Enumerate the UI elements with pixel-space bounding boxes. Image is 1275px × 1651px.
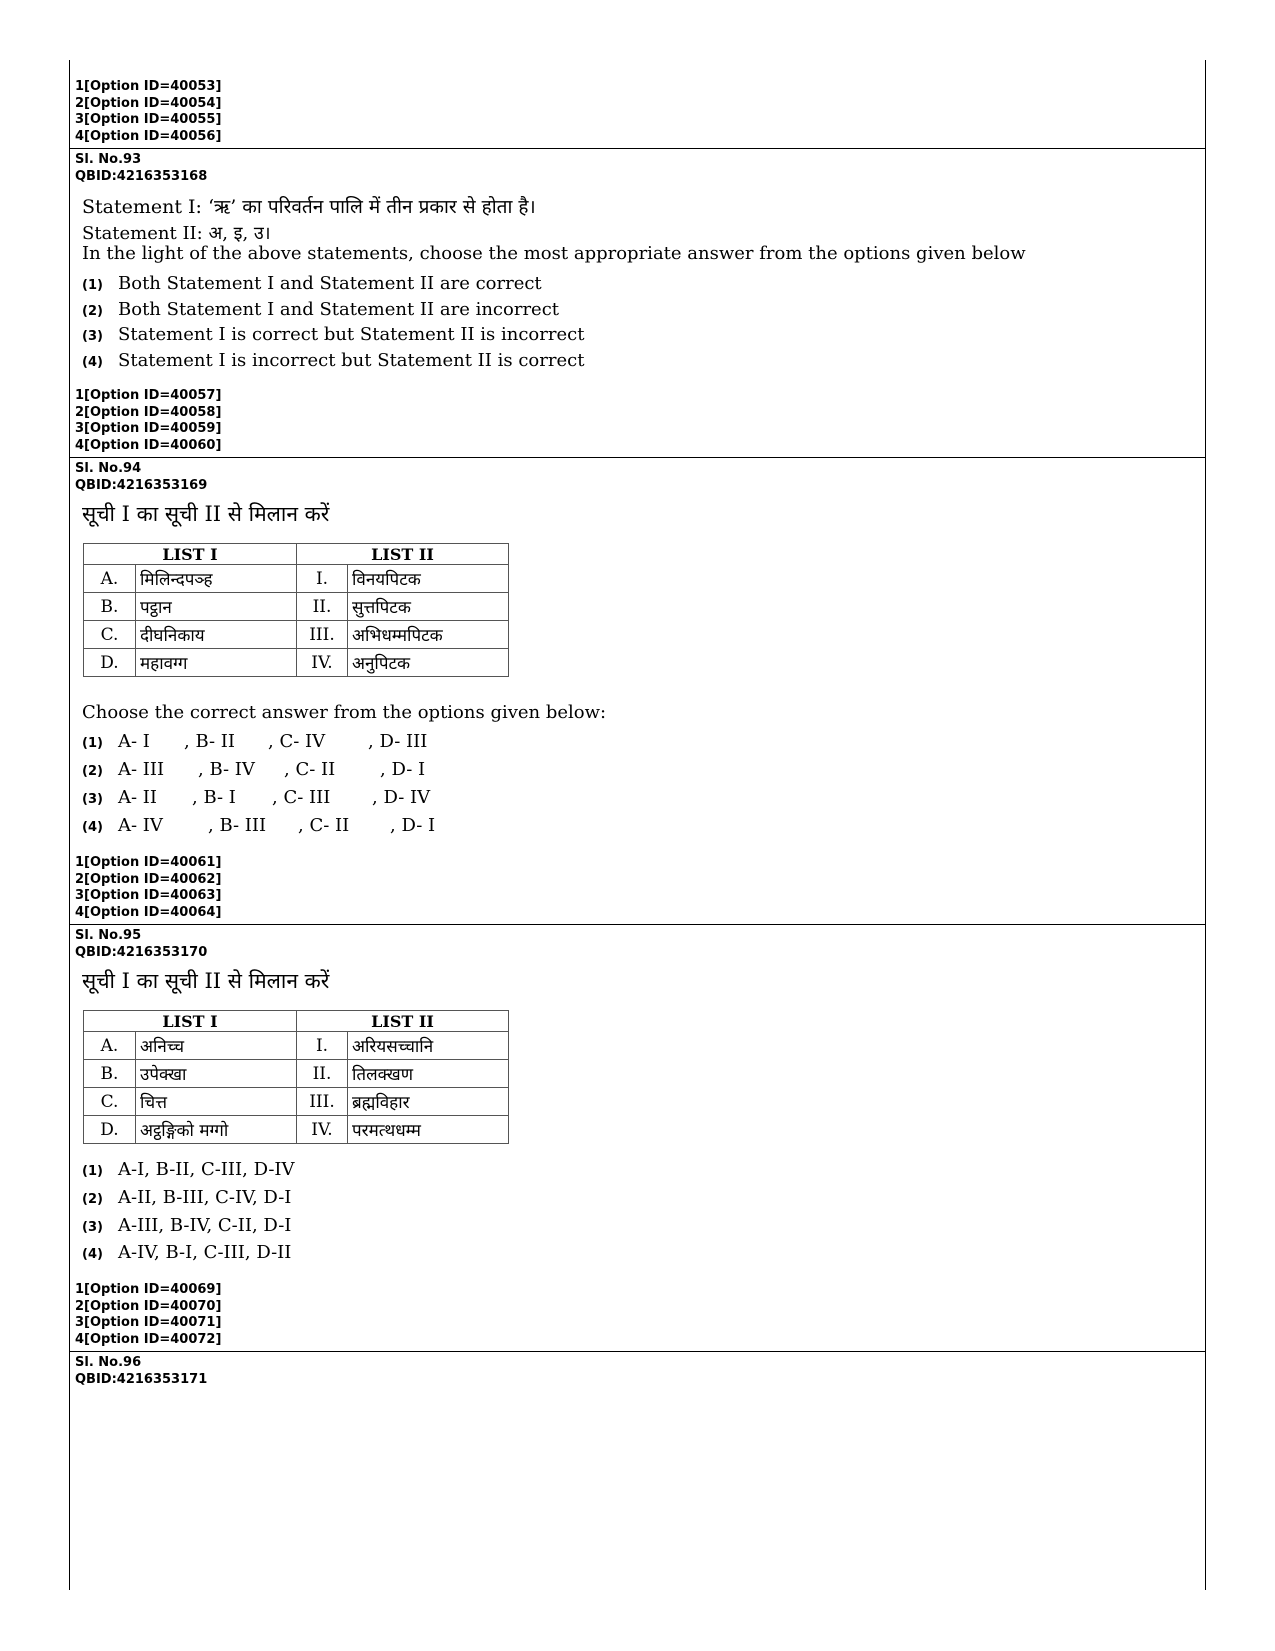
option-number: (4) bbox=[82, 820, 103, 835]
table-row bbox=[84, 1116, 509, 1144]
option-number: (2) bbox=[82, 1192, 103, 1207]
instruction: Choose the correct answer from the options given below: bbox=[82, 702, 607, 723]
option-text: Both Statement I and Statement II are incorrect bbox=[118, 299, 560, 320]
answer-option bbox=[82, 324, 584, 345]
option-text: A-IV, B-I, C-III, D-II bbox=[118, 1242, 292, 1263]
match-table bbox=[83, 1010, 509, 1144]
list1-key: A. bbox=[84, 1032, 136, 1060]
option-id-list bbox=[70, 79, 1210, 145]
list2-value: सुत्तपिटक bbox=[348, 593, 509, 621]
option-id-list bbox=[70, 855, 1210, 921]
instruction: In the light of the above statements, choose the most appropriate answer from the options given below bbox=[82, 243, 1026, 264]
option-text: A-I, B-II, C-III, D-IV bbox=[118, 1159, 295, 1180]
answer-option bbox=[82, 815, 435, 836]
option-number: (1) bbox=[82, 278, 103, 293]
answer-option bbox=[82, 299, 559, 320]
option-part: , B- I bbox=[192, 787, 236, 808]
question-header bbox=[70, 928, 1210, 961]
list1-value: अट्ठङ्गिको मग्गो bbox=[136, 1116, 297, 1144]
serial-number: Sl. No.94 bbox=[75, 461, 142, 476]
option-part: A- IV bbox=[118, 815, 163, 836]
page-frame bbox=[69, 60, 1206, 1590]
answer-option bbox=[82, 759, 425, 780]
option-part: , B- II bbox=[184, 731, 236, 752]
serial-number: Sl. No.95 bbox=[75, 928, 142, 943]
table-row bbox=[84, 1032, 509, 1060]
option-number: (4) bbox=[82, 1247, 103, 1262]
option-id: 3[Option ID=40059] bbox=[75, 421, 222, 436]
option-number: (1) bbox=[82, 736, 103, 751]
option-text: A-II, B-III, C-IV, D-I bbox=[118, 1187, 292, 1208]
qbid: QBID:4216353171 bbox=[75, 1371, 208, 1387]
option-id: 2[Option ID=40054] bbox=[75, 95, 222, 111]
question-header bbox=[70, 1355, 1210, 1388]
option-id-list bbox=[70, 1282, 1210, 1348]
option-part: A- I bbox=[118, 731, 150, 752]
option-id: 4[Option ID=40072] bbox=[75, 1331, 222, 1347]
option-number: (4) bbox=[82, 355, 103, 370]
list1-key: B. bbox=[84, 1060, 136, 1088]
list2-value: परमत्थधम्म bbox=[348, 1116, 509, 1144]
option-number: (1) bbox=[82, 1164, 103, 1179]
option-part: , C- II bbox=[298, 815, 350, 836]
option-number: (3) bbox=[82, 329, 103, 344]
option-text: Both Statement I and Statement II are correct bbox=[118, 273, 542, 294]
option-part: A- II bbox=[118, 787, 158, 808]
option-part: , D- I bbox=[380, 759, 426, 780]
list2-key: II. bbox=[297, 593, 348, 621]
question-header bbox=[70, 152, 1210, 185]
option-id: 1[Option ID=40053] bbox=[75, 79, 222, 94]
qbid: QBID:4216353170 bbox=[75, 944, 208, 960]
option-id: 3[Option ID=40071] bbox=[75, 1315, 222, 1330]
list1-key: A. bbox=[84, 565, 136, 593]
option-id-list bbox=[70, 388, 1210, 454]
option-id: 2[Option ID=40070] bbox=[75, 1298, 222, 1314]
list1-header: LIST I bbox=[84, 544, 297, 565]
answer-option bbox=[82, 1215, 291, 1236]
divider bbox=[70, 457, 1205, 458]
list1-value: पट्ठान bbox=[136, 593, 297, 621]
list1-key: B. bbox=[84, 593, 136, 621]
serial-number: Sl. No.93 bbox=[75, 152, 142, 167]
table-row bbox=[84, 565, 509, 593]
list1-key: C. bbox=[84, 621, 136, 649]
question-heading: सूची I का सूची II से मिलान करें bbox=[82, 969, 330, 993]
option-text: A-III, B-IV, C-II, D-I bbox=[118, 1215, 292, 1236]
list1-value: चित्त bbox=[136, 1088, 297, 1116]
list1-value: उपेक्खा bbox=[136, 1060, 297, 1088]
answer-option bbox=[82, 1187, 291, 1208]
option-part: A- III bbox=[118, 759, 165, 780]
list2-value: ब्रह्मविहार bbox=[348, 1088, 509, 1116]
list2-key: III. bbox=[297, 621, 348, 649]
list2-header: LIST II bbox=[297, 544, 509, 565]
answer-option bbox=[82, 1242, 291, 1263]
list1-key: D. bbox=[84, 1116, 136, 1144]
statement-1: Statement I: ‘ऋ’ का परिवर्तन पालि में तीन प्रकार से होता है। bbox=[82, 196, 536, 218]
option-id: 2[Option ID=40062] bbox=[75, 871, 222, 887]
list1-value: दीघनिकाय bbox=[136, 621, 297, 649]
option-part: , B- IV bbox=[198, 759, 255, 780]
list2-key: IV. bbox=[297, 1116, 348, 1144]
list1-key: C. bbox=[84, 1088, 136, 1116]
list2-key: I. bbox=[297, 565, 348, 593]
option-number: (2) bbox=[82, 304, 103, 319]
option-number: (2) bbox=[82, 764, 103, 779]
question-heading: सूची I का सूची II से मिलान करें bbox=[82, 502, 330, 526]
table-row bbox=[84, 621, 509, 649]
divider bbox=[70, 924, 1205, 925]
table-row bbox=[84, 1060, 509, 1088]
option-id: 4[Option ID=40056] bbox=[75, 128, 222, 144]
answer-option bbox=[82, 1159, 295, 1180]
table-row bbox=[84, 1088, 509, 1116]
option-number: (3) bbox=[82, 792, 103, 807]
option-part: , B- III bbox=[208, 815, 267, 836]
option-id: 3[Option ID=40055] bbox=[75, 112, 222, 127]
list2-value: विनयपिटक bbox=[348, 565, 509, 593]
list2-value: तिलक्खण bbox=[348, 1060, 509, 1088]
option-id: 1[Option ID=40069] bbox=[75, 1282, 222, 1297]
table-row bbox=[84, 649, 509, 677]
list2-value: अभिधम्मपिटक bbox=[348, 621, 509, 649]
option-id: 4[Option ID=40060] bbox=[75, 437, 222, 453]
option-part: , D- IV bbox=[372, 787, 431, 808]
option-text: Statement I is incorrect but Statement II is correct bbox=[118, 350, 585, 371]
option-id: 3[Option ID=40063] bbox=[75, 888, 222, 903]
list2-key: III. bbox=[297, 1088, 348, 1116]
list2-key: II. bbox=[297, 1060, 348, 1088]
table-row bbox=[84, 593, 509, 621]
answer-option bbox=[82, 787, 430, 808]
list2-key: I. bbox=[297, 1032, 348, 1060]
list2-value: अनुपिटक bbox=[348, 649, 509, 677]
list1-value: महावग्ग bbox=[136, 649, 297, 677]
list1-header: LIST I bbox=[84, 1011, 297, 1032]
option-part: , C- III bbox=[272, 787, 331, 808]
list2-key: IV. bbox=[297, 649, 348, 677]
list1-value: मिलिन्दपञ्ह bbox=[136, 565, 297, 593]
option-part: , D- I bbox=[390, 815, 436, 836]
option-id: 2[Option ID=40058] bbox=[75, 404, 222, 420]
option-id: 1[Option ID=40057] bbox=[75, 388, 222, 403]
option-id: 4[Option ID=40064] bbox=[75, 904, 222, 920]
statement-2: Statement II: अ, इ, उ। bbox=[82, 223, 271, 244]
answer-option bbox=[82, 350, 584, 371]
option-part: , C- II bbox=[284, 759, 336, 780]
answer-option bbox=[82, 273, 542, 294]
list2-value: अरियसच्चानि bbox=[348, 1032, 509, 1060]
option-id: 1[Option ID=40061] bbox=[75, 855, 222, 870]
list1-key: D. bbox=[84, 649, 136, 677]
option-number: (3) bbox=[82, 1220, 103, 1235]
qbid: QBID:4216353168 bbox=[75, 168, 208, 184]
answer-option bbox=[82, 731, 427, 752]
qbid: QBID:4216353169 bbox=[75, 477, 208, 493]
question-header bbox=[70, 461, 1210, 494]
option-text: Statement I is correct but Statement II is incorrect bbox=[118, 324, 585, 345]
list2-header: LIST II bbox=[297, 1011, 509, 1032]
divider bbox=[70, 148, 1205, 149]
option-part: , D- III bbox=[368, 731, 428, 752]
divider bbox=[70, 1351, 1205, 1352]
match-table bbox=[83, 543, 509, 677]
option-part: , C- IV bbox=[268, 731, 326, 752]
list1-value: अनिच्च bbox=[136, 1032, 297, 1060]
serial-number: Sl. No.96 bbox=[75, 1355, 142, 1370]
